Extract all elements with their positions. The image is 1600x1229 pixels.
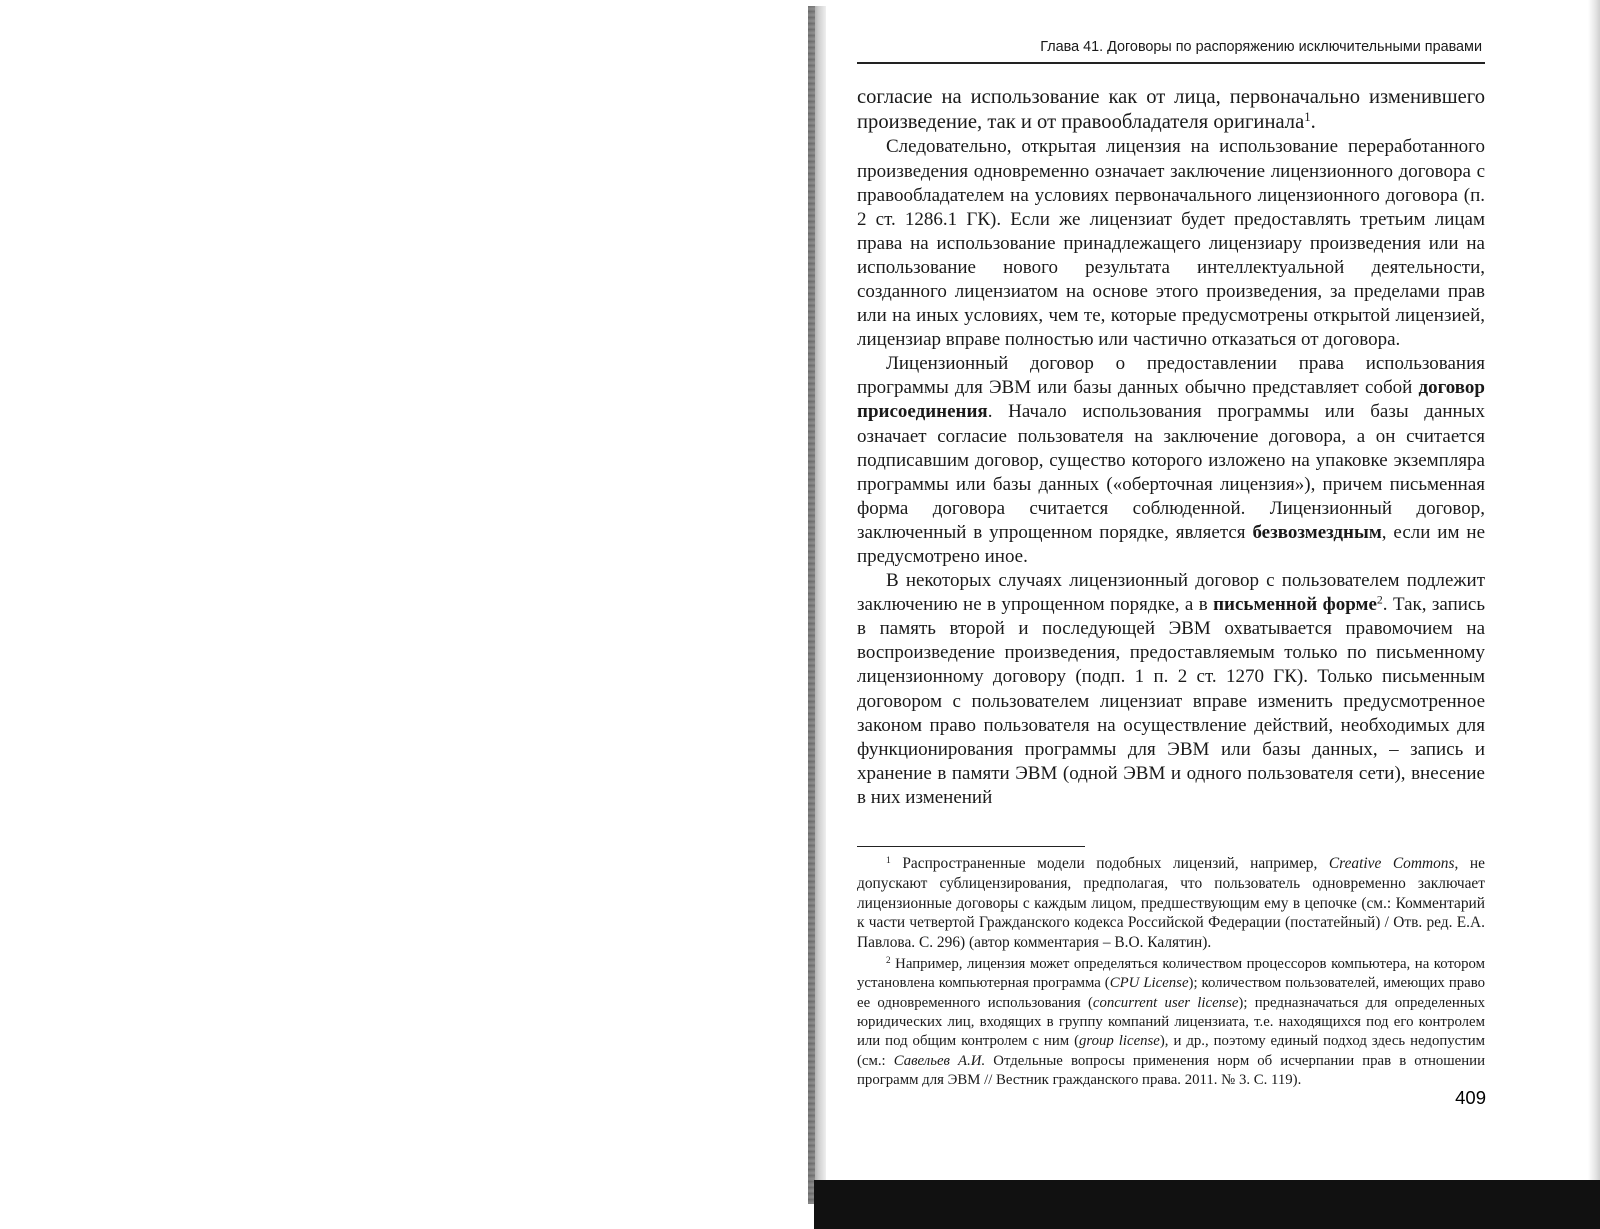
bold-term: договор присоединения <box>857 377 1485 423</box>
text-run: Лицензионный договор о предоставлении права использования программы для ЭВМ или базы данных обычно представляет собой <box>857 353 1485 399</box>
text-run: Распространенные модели подобных лицензий, например, <box>902 855 1329 873</box>
italic-term: Creative Commons <box>1328 855 1455 873</box>
text-run: , если им не предусмотрено иное. <box>857 521 1486 567</box>
paragraph-adhesion-contract <box>857 352 1485 569</box>
book-page <box>857 38 1485 1092</box>
footnote-2 <box>857 955 1485 1090</box>
text-run: . Начало использования программы или базы данных означает согласие пользователя на заключение договора, а он считается подписавшим договор, существо которого изложено на упаковке экземпляра программы или базы данных («оберточная лицензия»), причем письменная форма договора считается соблюденной. Лицензионный договор, заключенный в упрощенном порядке, является <box>857 401 1485 543</box>
text-run: согласие на использование как от лица, первоначально изменившего произведение, так и от правообладателя оригинала <box>857 86 1485 134</box>
italic-term: group license <box>1079 1033 1160 1050</box>
gutter-shadow <box>808 6 815 1204</box>
page-number: 409 <box>1455 1087 1486 1108</box>
text-run: ); количеством пользователей, имеющих право ее одновременного использования ( <box>857 975 1485 1011</box>
footnote-1 <box>857 854 1485 953</box>
text-run: В некоторых случаях лицензионный договор с пользователем подлежит заключению не в упрощенном порядке, а в <box>857 570 1485 616</box>
bold-term: письменной форме <box>1213 594 1377 616</box>
header-rule <box>857 62 1485 64</box>
text-run: Отдельные вопросы применения норм об исчерпании прав в отношении программ для ЭВМ // Вестник гражданского права. 2011. № 3. С. 119). <box>857 1052 1485 1088</box>
italic-term: CPU License <box>1109 975 1189 992</box>
text-run: ), и др., поэтому единый подход здесь недопустим (см.: <box>857 1033 1485 1069</box>
text-run: Например, лицензия может определяться количеством процессоров компьютера, на котором установлена компьютерная программа ( <box>857 956 1485 992</box>
paragraph-open-license: Следовательно, открытая лицензия на использование переработанного произведения одновременно означает заключение лицензионного договора с правообладателем на условиях первоначального лицензионного договора (п. 2 ст. 1286.1 ГК). Если же лицензиат будет предоставлять третьим лицам права на использование принадлежащего лицензиару произведения или на использование нового результата интеллектуальной деятельности, созданного лицензиатом на основе этого произведения, за пределами прав или на иных условиях, чем те, которые предусмотрены открытой лицензией, лицензиар вправе полностью или частично отказаться от договора. <box>857 136 1485 351</box>
page-edge-right <box>1588 0 1600 1229</box>
paragraph-continuation <box>857 85 1485 135</box>
running-head: Глава 41. Договоры по распоряжению исключительными правами <box>1040 39 1482 55</box>
footnote-number: 1 <box>886 854 891 866</box>
text-run: . Так, запись в память второй и последующей ЭВМ охватывается правомочием на воспроизведение произведения, предоставляемым только по письменному лицензионному договору (подп. 1 п. 2 ст. 1270 ГК). Только письменным договором с пользователем лицензиат вправе изменить предусмотренное законом право пользователя на осуществление действий, необходимых для функционирования программы для ЭВМ или базы данных, – запись и хранение в памяти ЭВМ (одной ЭВМ и одного пользователя сети), внесение в них изменений <box>857 594 1485 808</box>
text-run: ); предназначаться для определенных юридических лиц, входящих в группу компаний лицензиата, т.е. находящихся под его контролем или под общим контролем с ним ( <box>857 994 1486 1050</box>
footnote-separator <box>857 846 1085 847</box>
footnote-ref-2: 2 <box>1376 593 1383 607</box>
footnote-ref-1: 1 <box>1304 110 1311 125</box>
bold-term: безвозмездным <box>1252 521 1382 543</box>
footnote-number: 2 <box>886 954 891 965</box>
italic-term: concurrent user license <box>1092 994 1239 1011</box>
text-run: , не допускают сублицензирования, предполагая, что пользователь одновременно заключает лицензионные договоры с каждым лицом, предшествующим ему в цепочке (см.: Комментарий к части четвертой Гражданского кодекса Российской Федерации (постатейный) / Отв. ред. Е.А. Павлова. С. 296) (автор комментария – В.О. Калятин). <box>857 855 1485 952</box>
main-text <box>857 85 1485 810</box>
paragraph-written-form <box>857 569 1485 810</box>
text-run: . <box>1310 111 1316 134</box>
italic-author: Савельев А.И. <box>893 1052 986 1069</box>
footnotes <box>857 854 1485 1090</box>
scan-bottom-edge <box>814 1180 1600 1229</box>
